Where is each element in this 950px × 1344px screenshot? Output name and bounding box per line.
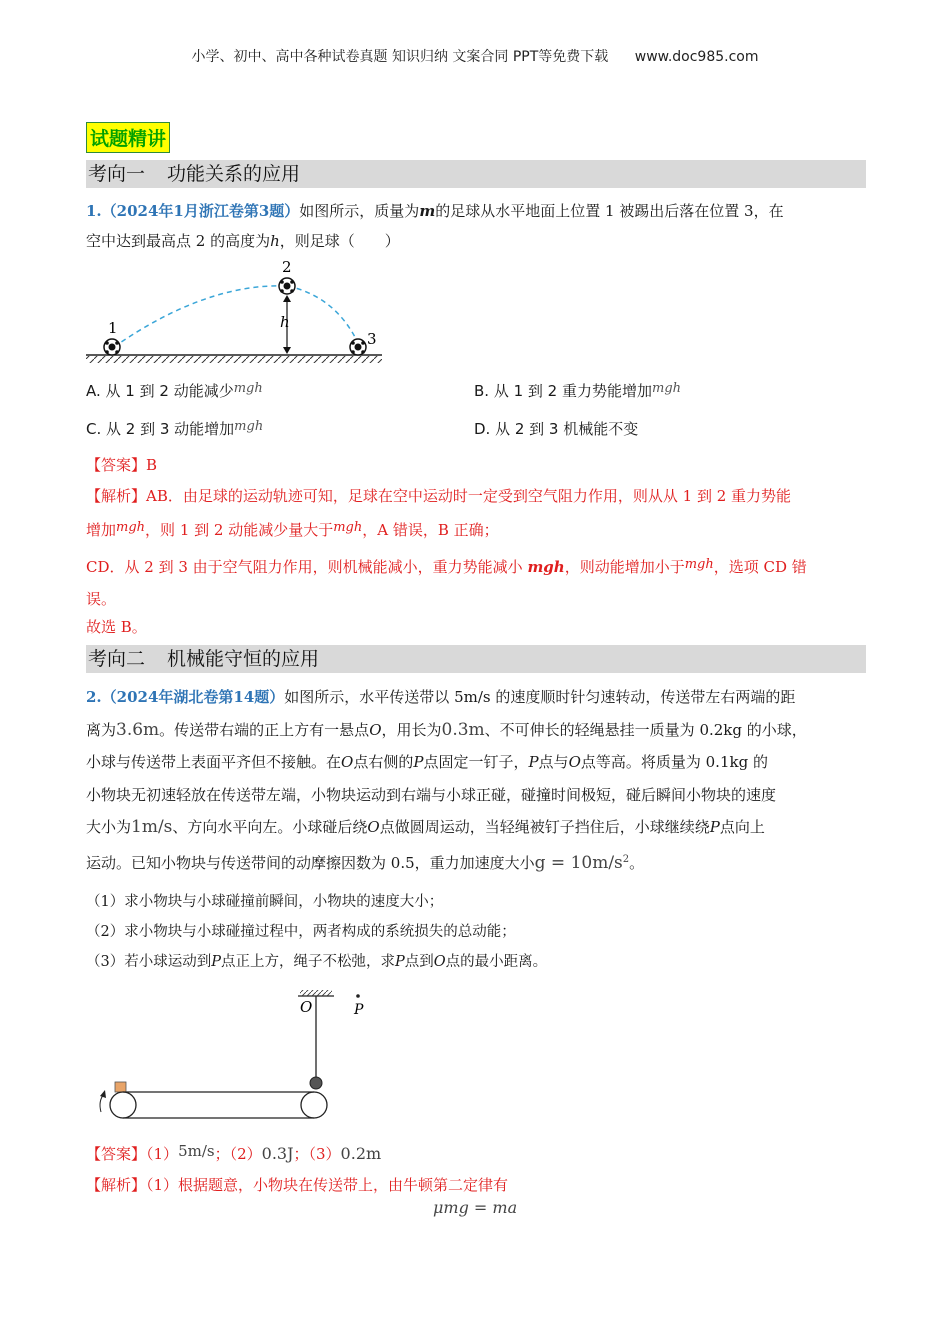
trajectory-up — [114, 286, 286, 347]
q1-text: 如图所示，质量为 — [299, 202, 420, 220]
section-2-title: 机械能守恒的应用 — [167, 648, 320, 670]
analysis-text: 增加 — [86, 521, 117, 539]
var-o: O — [433, 954, 446, 970]
nail-p — [356, 994, 360, 998]
q2-value: 1m/s — [131, 817, 173, 837]
trajectory-down — [288, 286, 358, 343]
q2-exponent: 2 — [622, 853, 630, 865]
option-b[interactable] — [474, 380, 681, 401]
question-1-source: （2024年1月浙江卷第3题） — [101, 202, 300, 220]
q1-analysis-cd — [86, 549, 866, 615]
answer-label: 【答案】 — [86, 456, 147, 474]
label-p: P — [354, 1002, 364, 1018]
label-3: 3 — [367, 330, 377, 348]
var-m: m — [419, 202, 436, 220]
var-p: P — [709, 818, 720, 836]
question-2-number: 2. — [86, 688, 102, 706]
analysis-label: 【解析】 — [86, 487, 147, 505]
q2-text: 。 — [629, 853, 645, 872]
q1-conclusion: 故选 B。 — [86, 618, 147, 636]
q2-text: 、方向水平向左。小球碰后绕 — [172, 818, 368, 836]
analysis-bold-formula: mgh — [527, 558, 565, 576]
question-1-stem — [86, 196, 866, 256]
analysis-formula: mgh — [116, 520, 146, 535]
option-a[interactable] — [86, 380, 263, 401]
section-2-number: 考向二 — [88, 648, 146, 670]
q2-text: 、不可伸长的轻绳悬挂一质量为 0.2kg 的小球， — [484, 720, 807, 739]
analysis-label: 【解析】 — [86, 1176, 147, 1194]
q2-value: g = 10m/s — [534, 852, 623, 873]
answer-part-label: （1） — [146, 1145, 179, 1163]
q2-value: 0.3m — [441, 719, 485, 740]
var-o: O — [341, 753, 354, 771]
q2-text: 点向上 — [719, 818, 765, 836]
q1-text: 空中达到最高点 2 的高度为 — [86, 232, 271, 250]
analysis-text: （1）根据题意，小物块在传送带上，由牛顿第二定律有 — [146, 1176, 509, 1194]
q2-text: 点的最小距离。 — [445, 954, 548, 970]
question-2-source: （2024年湖北卷第14题） — [101, 688, 285, 706]
q2-text: 点到 — [404, 954, 434, 970]
rotation-arrow-head — [100, 1090, 106, 1098]
ball-position-3 — [350, 339, 366, 355]
answer-value-1: 5m/s — [178, 1142, 215, 1160]
label-2: 2 — [282, 258, 292, 276]
q1-analysis — [86, 480, 866, 546]
conveyor-figure — [86, 982, 364, 1127]
ground-hatch — [86, 356, 382, 363]
height-arrow-head-up — [283, 295, 291, 302]
question-2-stem — [86, 681, 866, 879]
soccer-trajectory-figure — [86, 255, 386, 370]
q2-analysis — [86, 1170, 866, 1200]
ball-position-2 — [279, 278, 295, 294]
var-p: P — [528, 753, 539, 771]
answer-part-label: ；（2） — [214, 1145, 262, 1163]
var-p: P — [413, 753, 424, 771]
analysis-formula: mgh — [333, 520, 363, 535]
q2-text: （3）若小球运动到 — [86, 954, 212, 970]
q2-text: 大小为 — [86, 818, 132, 836]
section-heading-2 — [86, 645, 866, 673]
sub-question-3 — [86, 950, 547, 971]
label-1: 1 — [108, 319, 118, 337]
q2-text: 点等高。将质量为 0.1kg 的 — [580, 753, 768, 771]
analysis-text: ，则 1 到 2 动能减少量大于 — [145, 521, 334, 539]
ceiling-hatch — [300, 990, 332, 996]
option-c-formula: mgh — [234, 419, 264, 434]
var-p: P — [395, 954, 405, 970]
answer-value: B — [146, 456, 158, 474]
q2-text: 离为 — [86, 720, 117, 739]
analysis-formula: mgh — [684, 557, 714, 572]
option-a-formula: mgh — [233, 381, 263, 396]
q2-text: 小物块无初速轻放在传送带左端，小物块运动到右端与小球正碰，碰撞时间极短，碰后瞬间小物块的速度 — [86, 785, 777, 804]
analysis-text: 误。 — [86, 590, 117, 608]
analysis-text: ，A 错误，B 正确； — [362, 521, 499, 539]
analysis-text: AB．由足球的运动轨迹可知，足球在空中运动时一定受到空气阻力作用，则从从 1 到 2 重力势能 — [146, 487, 792, 505]
var-h: h — [270, 232, 280, 250]
q2-text: 点与 — [538, 753, 569, 771]
option-d[interactable] — [474, 418, 638, 439]
option-b-formula: mgh — [652, 381, 682, 396]
height-arrow-head-down — [283, 347, 291, 354]
q2-text: 点右侧的 — [353, 753, 414, 771]
question-1-number: 1. — [86, 202, 102, 220]
q2-text: ，用长为 — [381, 720, 442, 739]
analysis-text: ，则动能增加小于 — [564, 558, 685, 576]
analysis-text: ，选项 CD 错 — [713, 558, 807, 576]
site-header — [0, 46, 950, 66]
q2-value: 3.6m — [116, 719, 160, 740]
q2-text: 点做圆周运动，当轻绳被钉子挡住后，小球继续绕 — [379, 818, 710, 836]
sub-question-2: （2）求小物块与小球碰撞过程中，两者构成的系统损失的总动能； — [86, 924, 516, 940]
newton-formula: μmg = ma — [433, 1198, 518, 1217]
pendulum-ball — [310, 1077, 322, 1089]
option-d-text: D. 从 2 到 3 机械能不变 — [474, 420, 639, 438]
section-1-title: 功能关系的应用 — [167, 163, 301, 185]
section-1-number: 考向一 — [88, 163, 146, 185]
q1-text: 的足球从水平地面上位置 1 被踢出后落在位置 3，在 — [435, 202, 784, 220]
q2-text: 运动。已知小物块与传送带间的动摩擦因数为 0.5，重力加速度大小 — [86, 853, 535, 872]
q2-text: 小球与传送带上表面平齐但不接触。在 — [86, 753, 342, 771]
option-b-text: B. 从 1 到 2 重力势能增加 — [474, 382, 652, 400]
section-heading-1 — [86, 160, 866, 188]
ball-position-1 — [104, 339, 120, 355]
q2-text: 如图所示，水平传送带以 5m/s 的速度顺时针匀速转动，传送带左右两端的距 — [284, 688, 796, 706]
left-pulley — [110, 1092, 136, 1118]
option-c-text: C. 从 2 到 3 动能增加 — [86, 420, 235, 438]
q2-text: 。传送带右端的正上方有一悬点 — [159, 720, 370, 739]
q2-answer — [86, 1136, 866, 1169]
q1-text: ，则足球（ ） — [279, 232, 400, 250]
section-banner: 试题精讲 — [86, 122, 170, 153]
answer-value-2: 0.3J — [261, 1144, 294, 1163]
right-pulley — [301, 1092, 327, 1118]
answer-value-3: 0.2m — [340, 1144, 382, 1163]
label-h: h — [280, 313, 290, 331]
q1-answer — [86, 450, 866, 480]
option-a-text: A. 从 1 到 2 动能减少 — [86, 382, 234, 400]
var-p: P — [211, 954, 221, 970]
label-o: O — [300, 998, 313, 1016]
analysis-text: CD．从 2 到 3 由于空气阻力作用，则机械能减小，重力势能减小 — [86, 558, 528, 576]
header-text: 小学、初中、高中各种试卷真题 知识归纳 文案合同 PPT等免费下载 — [191, 49, 609, 65]
var-o: O — [369, 720, 382, 739]
answer-part-label: ；（3） — [293, 1145, 341, 1163]
q2-text: 点固定一钉子， — [423, 753, 529, 771]
q2-text: 点正上方，绳子不松弛，求 — [221, 954, 395, 970]
header-url[interactable]: www.doc985.com — [634, 49, 759, 65]
answer-label: 【答案】 — [86, 1145, 147, 1163]
small-block — [115, 1082, 126, 1092]
option-c[interactable] — [86, 418, 263, 439]
sub-question-1: （1）求小物块与小球碰撞前瞬间，小物块的速度大小； — [86, 894, 444, 910]
var-o: O — [568, 753, 581, 771]
var-o: O — [367, 818, 380, 836]
